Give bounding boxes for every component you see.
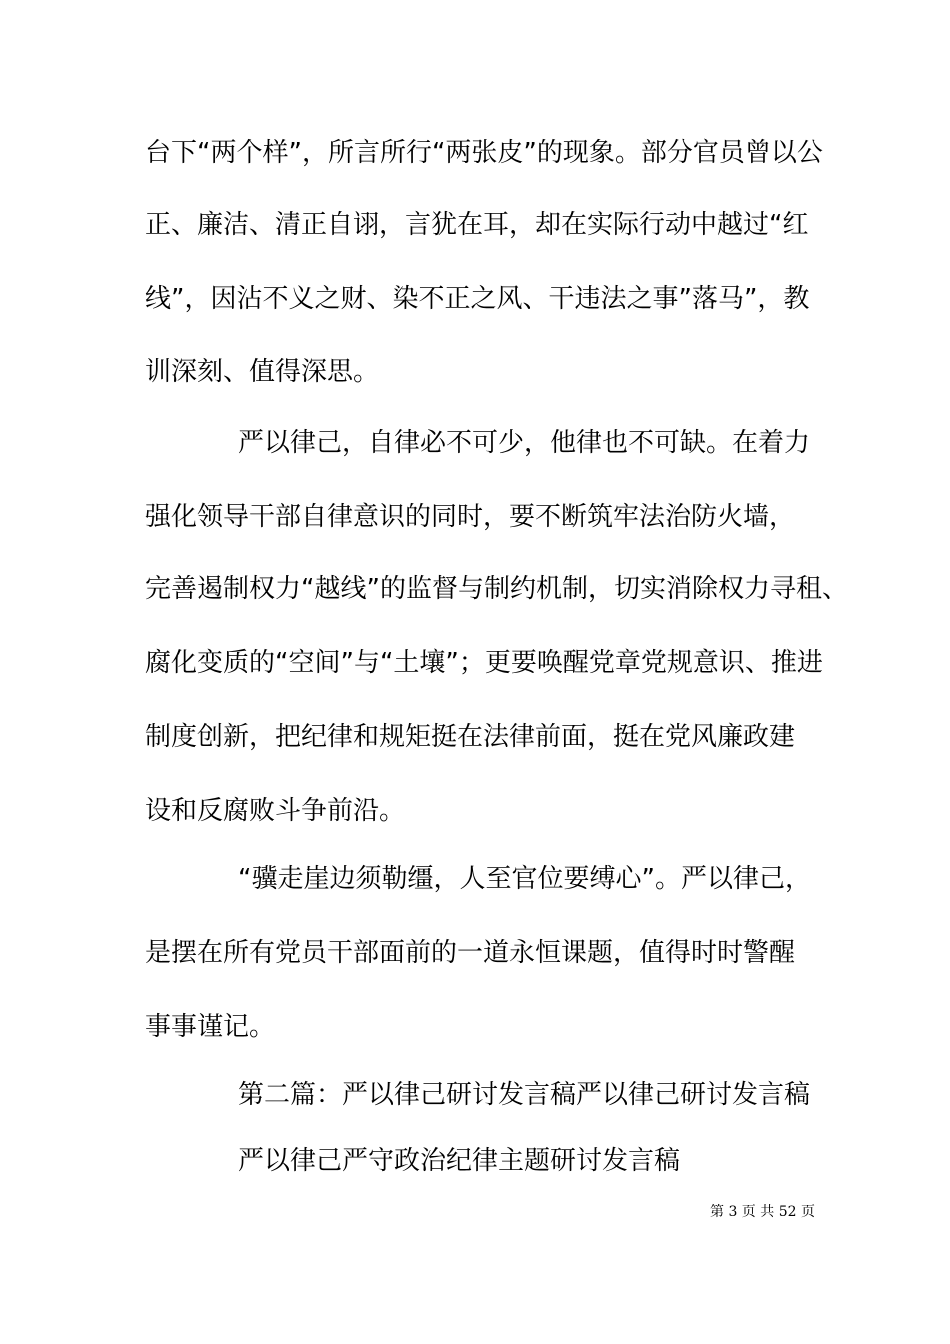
text-line: 线”，因沾不义之财、染不正之风、干违法之事”落马”，教 [145,284,810,314]
text-line: 腐化变质的“空间”与“土壤”；更要唤醒党章党规意识、推进 [145,648,823,678]
text-line: 是摆在所有党员干部面前的一道永恒课题，值得时时警醒 [145,938,796,968]
text-line: 严以律己，自律必不可少，他律也不可缺。在着力 [238,428,811,458]
text-line: 设和反腐败斗争前沿。 [145,796,406,826]
page-number: 第 3 页 共 52 页 [710,1204,815,1220]
text-line: 训深刻、值得深思。 [145,357,380,387]
section-subheading: 严以律己严守政治纪律主题研讨发言稿 [238,1146,681,1176]
text-line: “骥走崖边须勒缰，人至官位要缚心”。严以律己， [238,864,811,894]
text-line: 事事谨记。 [145,1012,276,1042]
text-line: 强化领导干部自律意识的同时，要不断筑牢法治防火墙， [145,502,796,532]
text-line: 完善遏制权力“越线”的监督与制约机制，切实消除权力寻租、 [145,574,848,604]
text-line: 台下“两个样”，所言所行“两张皮”的现象。部分官员曾以公 [145,138,823,168]
section-heading: 第二篇：严以律己研讨发言稿严以律己研讨发言稿 [238,1080,811,1110]
text-line: 制度创新，把纪律和规矩挺在法律前面，挺在党风廉政建 [145,722,796,752]
text-line: 正、廉洁、清正自诩，言犹在耳，却在实际行动中越过“红 [145,210,809,240]
